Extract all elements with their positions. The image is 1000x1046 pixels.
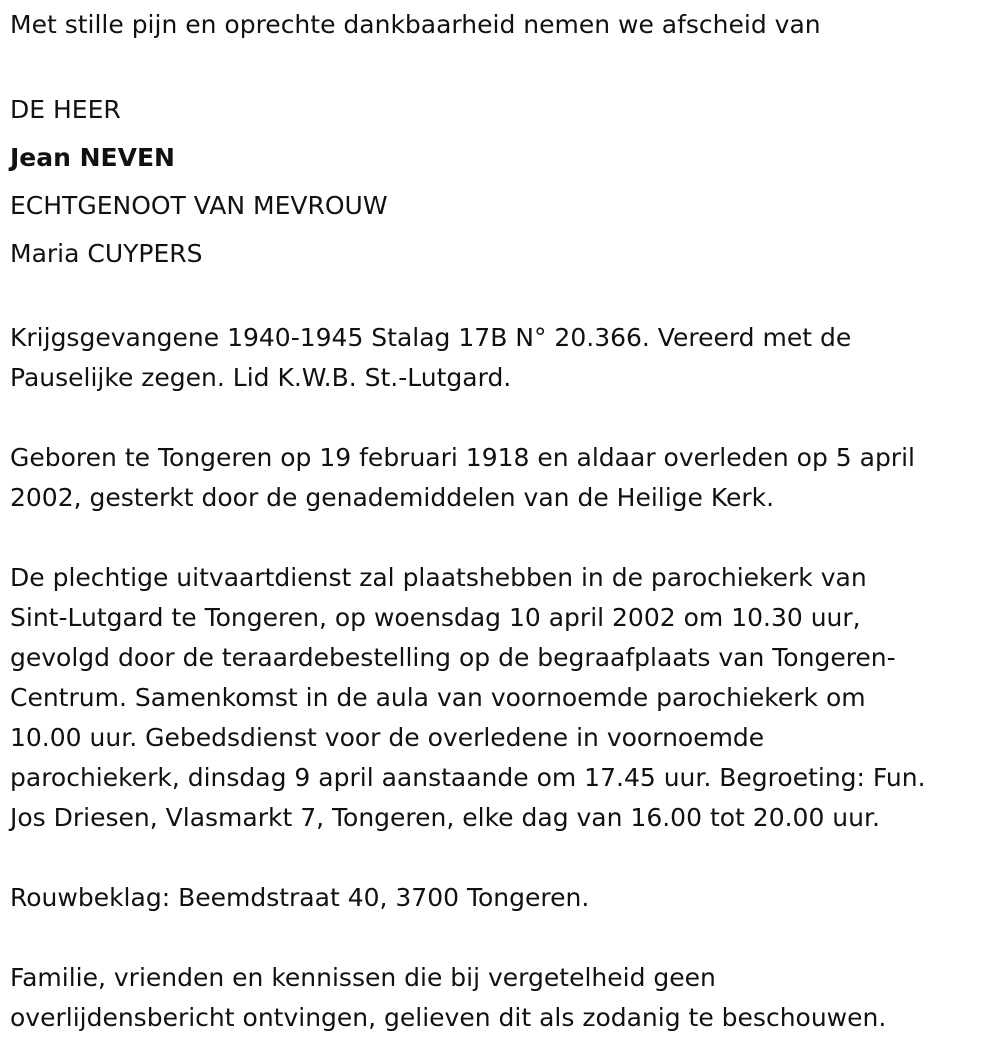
paragraph-line: 2002, gesterkt door de genademiddelen van de Heilige Kerk. (10, 483, 775, 512)
paragraph-line: Geboren te Tongeren op 19 februari 1918 en aldaar overleden op 5 april (10, 443, 915, 472)
paragraph-line: Sint-Lutgard te Tongeren, op woensdag 10 april 2002 om 10.30 uur, (10, 603, 861, 632)
paragraph-line: Rouwbeklag: Beemdstraat 40, 3700 Tongeren. (10, 883, 590, 912)
spacer (10, 278, 985, 318)
paragraph-line: parochiekerk, dinsdag 9 april aanstaande om 17.45 uur. Begroeting: Fun. (10, 763, 926, 792)
pow-paragraph (10, 318, 985, 398)
funeral-paragraph (10, 558, 985, 838)
paragraph-line: Familie, vrienden en kennissen die bij vergetelheid geen (10, 963, 716, 992)
deceased-name: Jean NEVEN (10, 143, 175, 172)
condolence-paragraph (10, 878, 985, 918)
birth-death-paragraph (10, 438, 985, 518)
spacer (10, 918, 985, 958)
paragraph-line: 10.00 uur. Gebedsdienst voor de overledene in voornoemde (10, 723, 765, 752)
spacer (10, 398, 985, 438)
paragraph-line: overlijdensbericht ontvingen, gelieven dit als zodanig te beschouwen. (10, 1003, 887, 1032)
notice-paragraphs (10, 278, 985, 1038)
paragraph-line: Centrum. Samenkomst in de aula van voornoemde parochiekerk om (10, 683, 866, 712)
honorific-title: DE HEER (10, 95, 121, 124)
paragraph-line: Krijgsgevangene 1940-1945 Stalag 17B N° 20.366. Vereerd met de (10, 323, 852, 352)
spouse-label: ECHTGENOOT VAN MEVROUW (10, 191, 388, 220)
spouse-name: Maria CUYPERS (10, 239, 203, 268)
intro-line: Met stille pijn en oprechte dankbaarheid nemen we afscheid van (10, 10, 821, 39)
spacer (10, 42, 985, 86)
paragraph-line: Pauselijke zegen. Lid K.W.B. St.-Lutgard. (10, 363, 512, 392)
paragraph-line: Jos Driesen, Vlasmarkt 7, Tongeren, elke dag van 16.00 tot 20.00 uur. (10, 803, 880, 832)
spacer (10, 838, 985, 878)
paragraph-line: De plechtige uitvaartdienst zal plaatshebben in de parochiekerk van (10, 563, 867, 592)
obituary-document (10, 0, 985, 1038)
family-paragraph (10, 958, 985, 1038)
paragraph-line: gevolgd door de teraardebestelling op de begraafplaats van Tongeren- (10, 643, 896, 672)
spacer (10, 518, 985, 558)
